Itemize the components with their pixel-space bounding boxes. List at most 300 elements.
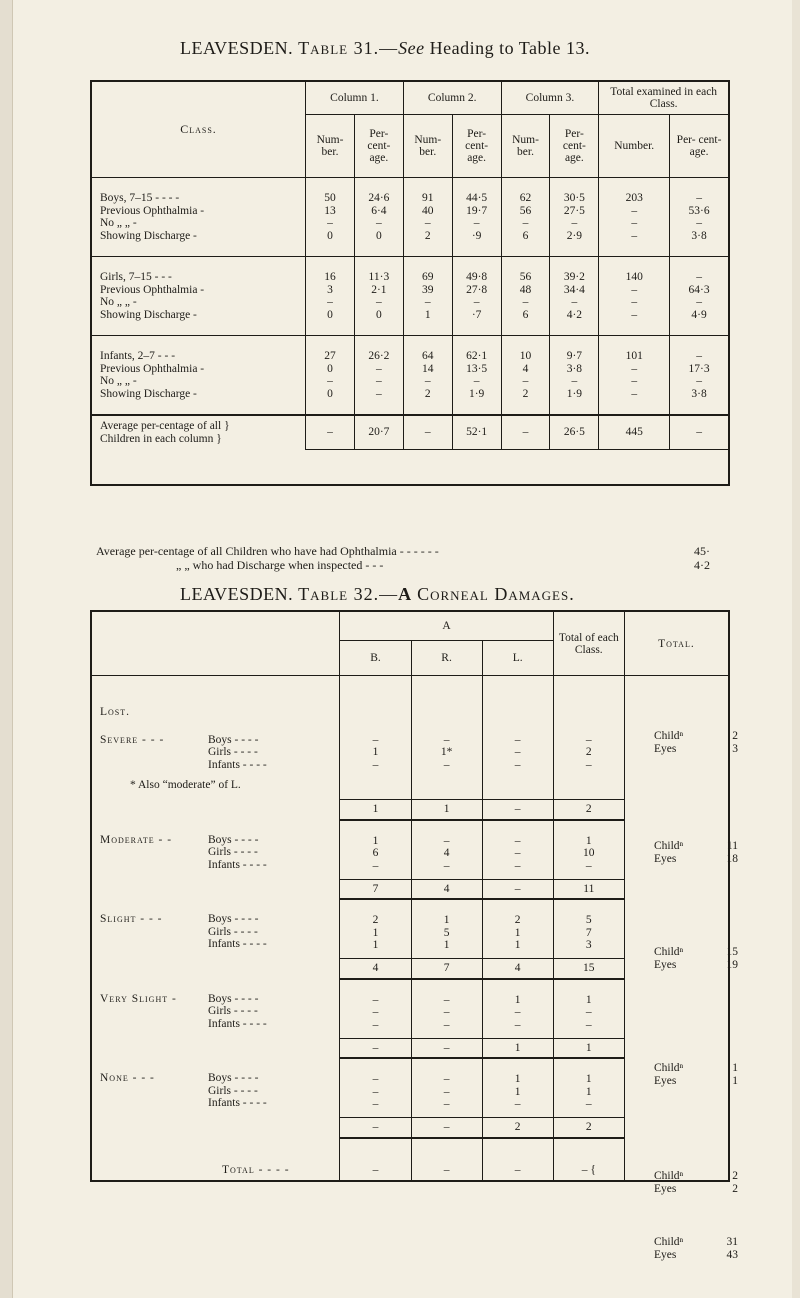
value: 11·3 [368,271,390,283]
severity-value-l [482,899,553,959]
value: – [696,350,702,362]
child-eyes-summary [654,840,738,865]
severity-value-r [411,820,482,880]
value: 1 [372,926,379,939]
num-header: Num- ber. [403,115,452,178]
value: – [443,834,450,847]
column1-header: Column 1. [306,81,404,115]
average-row [91,415,729,449]
value: – [424,296,431,308]
value: – [514,733,521,746]
summary-value: 2 [732,1182,738,1195]
value: 0 [376,308,382,321]
kid-label: Girls - - - - [208,1084,258,1097]
class-line: Previous Ophthalmia - [100,362,205,375]
value: 27·8 [466,283,488,296]
value: 1·9 [566,387,583,400]
severity-value-b [340,979,411,1039]
value: – [522,375,529,387]
value: 0 [327,308,333,321]
summary-line [654,1183,738,1196]
sum-label-cell [91,800,340,820]
total-value: – [340,1138,411,1182]
value-cell-c1p [354,178,403,257]
sum-label-cell [91,879,340,899]
value: – [571,375,578,387]
severity-value-l [482,720,553,800]
value: – [631,387,638,400]
total-label: Total - - - - [91,1138,340,1182]
value: 39 [422,283,434,296]
class-label [91,178,306,257]
summary-label: Childⁿ [654,840,684,852]
num-header: Num- ber. [501,115,550,178]
value: 40 [422,204,434,217]
severity-value-t [553,979,624,1039]
value: 44·5 [466,192,488,204]
sum-value: 1 [340,800,411,820]
sum-value: 1 [482,1038,553,1058]
value: – [631,217,638,229]
class-line: Showing Discharge - [100,387,197,400]
value: 69 [422,271,434,283]
value-cell-tn [599,178,670,257]
summary-value: 43 [726,1248,738,1261]
value: 24·6 [368,192,390,204]
kid-label: Boys - - - - [208,913,259,925]
sum-value: – [340,1118,411,1138]
heading-rest: Corneal Damages. [411,584,575,604]
severity-value-b [340,820,411,880]
value: 6 [372,847,379,859]
value: 34·4 [563,283,585,296]
class-line: Showing Discharge - [100,229,197,242]
value-cell-c3n [501,178,550,257]
lost-label: Lost. [91,676,340,720]
value: 6 [522,229,529,242]
value: – [473,296,480,308]
total-value: – [411,1138,482,1182]
summary-line [654,853,738,866]
value: 0 [327,387,333,400]
value: 4·9 [691,308,707,321]
value: – [473,375,480,387]
value: – [631,308,638,321]
value: 1 [372,939,379,951]
average-value: 26·5 [550,415,599,449]
num-header: Num- ber. [306,115,355,178]
summary-value: 11 [726,840,738,852]
value: – [424,217,431,229]
l-header: L. [482,641,553,676]
value: – [372,758,379,771]
summary-label: Eyes [654,1074,677,1087]
severity-label [91,899,340,959]
severity-kids [208,913,267,951]
b-header: B. [340,641,411,676]
class-header: Class. [91,81,306,178]
summary-line [654,730,738,743]
class-line: Infants, 2–7 - - - [100,350,176,362]
value: 101 [625,350,643,362]
severity-value-t [553,820,624,880]
summary-line [654,1170,738,1183]
value-cell-tp [670,257,729,336]
value: – [585,733,592,746]
sum-value: – [482,879,553,899]
sum-label-cell [91,1038,340,1058]
sum-value: 4 [482,959,553,979]
sum-value: 4 [340,959,411,979]
summary-label: Eyes [654,1248,677,1261]
value: 1 [585,993,592,1006]
average-value: – [501,415,550,449]
value: – [376,217,382,229]
value: 0 [327,362,333,375]
summary-label: Eyes [654,852,677,865]
value: – [585,1098,592,1110]
severity-note: * Also “moderate” of L. [130,779,241,791]
value: – [327,296,333,308]
pct-header: Per- cent- age. [452,115,501,178]
value-cell-c2n [403,336,452,416]
severity-value-r [411,979,482,1039]
kid-label: Girls - - - - [208,925,258,938]
value: 2 [424,229,431,242]
class-line: Previous Ophthalmia - [100,204,205,217]
summary-label: Eyes [654,1182,677,1195]
value: 1 [514,926,521,939]
summary-value: 2 [732,1170,738,1182]
value: 1* [440,746,453,758]
value: – [443,758,450,771]
value: – [443,993,450,1006]
class-line: Girls, 7–15 - - - [100,271,172,283]
class-line: Showing Discharge - [100,308,197,321]
sum-value: – [411,1038,482,1058]
sum-value: 2 [553,1118,624,1138]
value: 5 [443,926,450,939]
empty-cell [411,676,482,720]
severity-value-r [411,720,482,800]
value: 53·6 [688,204,710,217]
child-eyes-summary [654,1170,738,1195]
class-line: No „ „ - [100,375,137,387]
severity-value-r [411,1058,482,1118]
summary-line [654,1249,738,1262]
value-cell-tp [670,336,729,416]
summary-value: 18 [726,852,738,865]
heading-rest: Heading to Table 13. [424,38,590,58]
heading-table-number: Table 32.— [298,584,399,604]
heading-place: LEAVESDEN. [180,38,294,58]
value: 140 [625,271,643,283]
value: 203 [625,192,643,204]
value: – [376,387,382,400]
value: – [327,217,333,229]
severity-value-b [340,1058,411,1118]
kid-label: Infants - - - - [208,858,267,871]
sum-value: – [482,800,553,820]
value: 1 [514,939,521,951]
severity-label [91,1058,340,1118]
kid-label: Infants - - - - [208,938,267,950]
pct-header: Per- cent- age. [354,115,403,178]
severity-label-wrap [100,834,338,872]
severity-value-l [482,820,553,880]
sum-value: 4 [411,879,482,899]
severity-value-l [482,1058,553,1118]
severity-label [91,720,340,800]
value: – [372,1006,379,1018]
value: 4 [522,362,529,375]
total-of-class-header: Total of each Class. [553,611,624,676]
value: 10 [519,350,532,362]
value: – [514,746,521,758]
heading-table-number: Table 31.— [298,38,399,58]
severity-label-wrap [100,734,338,772]
lost-row [91,676,729,720]
value: 39·2 [563,271,585,283]
severity-label-wrap [100,993,338,1031]
value: 1 [424,308,431,321]
footnote-discharge-label: „ „ who had Discharge when inspected - - - [176,558,384,572]
value: 1 [585,834,592,847]
severity-value-b [340,899,411,959]
summary-value: 1 [732,1074,738,1087]
value-cell-tn [599,336,670,416]
summary-line [654,1062,738,1075]
average-value: 445 [599,415,670,449]
page-edge-right [792,0,800,1298]
summary-label: Eyes [654,958,677,971]
severity-kids [208,834,267,872]
value: – [514,1006,521,1018]
summary-value: 15 [726,946,738,958]
child-eyes-summary [654,730,738,755]
class-line: Previous Ophthalmia - [100,283,205,296]
value: 3·8 [691,387,707,400]
value: 2 [522,387,529,400]
value: 30·5 [563,192,585,204]
value: – [443,733,450,746]
severity-value-t [553,720,624,800]
value: 1 [585,1085,592,1098]
value: – [696,296,702,308]
class-label [91,336,306,416]
heading-see: See [398,38,425,58]
footnote-ophthalmia-value: 45· [694,544,710,558]
sum-value: 1 [553,1038,624,1058]
value: – [443,1085,450,1098]
value: 4 [443,847,450,859]
value: – [571,296,578,308]
class-row [91,336,729,416]
table-32 [90,610,730,1182]
value: – [631,204,638,217]
sum-value: 7 [340,879,411,899]
value: 4·2 [566,308,583,321]
value: – [514,859,521,872]
pct-header: Per- cent- age. [550,115,599,178]
summary-line [654,840,738,853]
spacer-cell [91,449,729,485]
summary-label: Childⁿ [654,1062,684,1074]
value: 3 [585,939,592,951]
value: 50 [324,192,336,204]
value: 0 [376,229,382,242]
value: – [631,229,638,242]
value-cell-c2p [452,178,501,257]
table32-heading [180,584,740,605]
summary-label: Childⁿ [654,1236,684,1248]
value: – [571,217,578,229]
value: – [522,217,529,229]
value: 62·1 [466,350,488,362]
value: 1 [514,1085,521,1098]
value-cell-c2p [452,336,501,416]
class-line: No „ „ - [100,217,137,229]
value-cell-c1p [354,257,403,336]
sum-value: – [411,1118,482,1138]
total-header: Total. [624,611,729,676]
summary-value: 31 [726,1236,738,1248]
summary-line [654,1236,738,1249]
severity-name: Severe - - - [100,733,165,746]
kid-label: Boys - - - - [208,1072,259,1084]
summary-label: Childⁿ [654,946,684,958]
severity-kids [208,993,267,1031]
kid-label: Infants - - - - [208,1017,267,1030]
kid-label: Boys - - - - [208,833,259,846]
summary-value: 19 [726,958,738,971]
value: 26·2 [368,350,390,362]
value: 10 [583,847,595,859]
value: – [372,733,379,746]
value-cell-tp [670,178,729,257]
severity-value-b [340,720,411,800]
average-label-line: Average per-centage of all } [100,420,230,432]
value: – [443,859,450,872]
average-value: – [670,415,729,449]
value: 2 [424,387,431,400]
summary-value: 1 [732,1062,738,1074]
value: – [376,296,382,308]
value: – [631,296,638,308]
value: – [327,375,333,387]
value-cell-tn [599,257,670,336]
value: 9·7 [566,350,583,362]
value: 19·7 [466,204,488,217]
sum-value: – [340,1038,411,1058]
a-header: A [340,611,553,641]
child-eyes-summary [654,946,738,971]
class-row [91,257,729,336]
value-cell-c1n [306,257,355,336]
value: ·9 [471,229,482,242]
column2-header: Column 2. [403,81,501,115]
summary-value: 3 [732,742,738,755]
class-row [91,178,729,257]
value: – [443,1018,450,1031]
severity-label-wrap [100,913,338,951]
value: 27 [324,350,336,362]
value: 1 [372,834,379,847]
value: 49·8 [466,271,488,283]
value: 1 [372,746,379,758]
column3-header: Column 3. [501,81,599,115]
sum-value: 7 [411,959,482,979]
value: 1 [585,1073,592,1085]
total-examined-header: Total examined in each Class. [599,81,729,115]
average-label [91,415,306,449]
sum-value: 15 [553,959,624,979]
average-value: – [306,415,355,449]
value: 13 [324,204,336,217]
value-cell-c1n [306,336,355,416]
value-cell-c2n [403,178,452,257]
value: 2 [514,914,521,926]
value: 6 [522,308,529,321]
average-value: 52·1 [452,415,501,449]
kid-label: Girls - - - - [208,846,258,858]
summary-label: Childⁿ [654,1170,684,1182]
value: ·7 [471,308,482,321]
value: – [514,1098,521,1110]
value: – [696,271,702,283]
sum-value: 2 [553,800,624,820]
value: – [514,834,521,847]
value: – [585,1006,592,1018]
total-value: – { [553,1138,624,1182]
sum-value: 11 [553,879,624,899]
value-cell-c1n [306,178,355,257]
severity-kids [208,734,267,772]
summary-line [654,959,738,972]
total-value: – [482,1138,553,1182]
value: 1 [514,1073,521,1085]
severity-value-t [553,899,624,959]
value: – [424,375,431,387]
empty-cell [482,676,553,720]
kid-label: Infants - - - - [208,1097,267,1109]
value: 1 [514,993,521,1006]
value: – [585,758,592,771]
value: – [376,362,382,375]
value: 56 [519,271,532,283]
severity-kids [208,1072,267,1110]
value-cell-c3n [501,257,550,336]
severity-value-r [411,899,482,959]
empty-cell [340,676,411,720]
severity-label [91,820,340,880]
value: – [585,859,592,872]
value: 48 [519,283,532,296]
value: 1·9 [468,387,485,400]
footnote-discharge-value: 4·2 [694,558,710,572]
kid-label: Girls - - - - [208,746,258,758]
value: – [372,1018,379,1031]
kid-label: Infants - - - - [208,758,267,771]
severity-name: Very Slight - [100,992,177,1005]
sum-label-cell [91,1118,340,1138]
severity-label-wrap [100,1072,338,1110]
value-cell-c2n [403,257,452,336]
kid-label: Boys - - - - [208,733,259,746]
value: 56 [519,204,532,217]
summary-value: 2 [732,730,738,742]
value: 1 [443,939,450,951]
